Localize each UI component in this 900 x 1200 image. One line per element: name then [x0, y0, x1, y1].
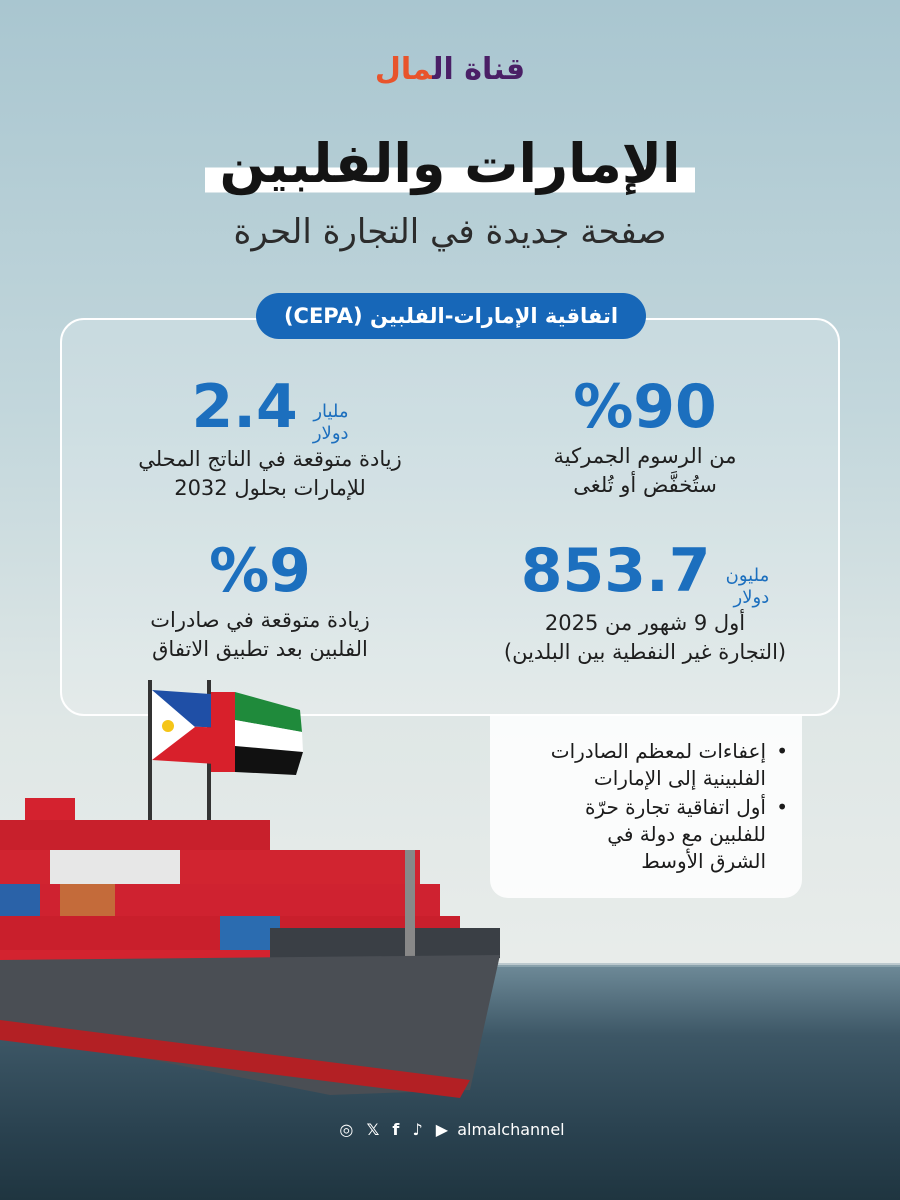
- uae-flag-icon: [211, 692, 303, 775]
- stat-value: 853.7: [520, 536, 711, 606]
- stat-trade: [470, 536, 820, 667]
- stat-desc-line2: (التجارة غير النفطية بين البلدين): [503, 639, 787, 664]
- highlight-line: الفلبينية إلى الإمارات: [593, 766, 766, 790]
- highlight-line: أول اتفاقية تجارة حرّة: [584, 795, 766, 819]
- stat-desc-line1: زيادة متوقعة في صادرات: [150, 608, 370, 632]
- highlight-line: إعفاءات لمعظم الصادرات: [550, 739, 766, 763]
- containers: [0, 798, 500, 978]
- stat-unit: [313, 401, 349, 445]
- stat-unit-line2: دولار: [312, 422, 349, 444]
- stat-unit-line1: مليون: [725, 564, 770, 586]
- stat-desc-line2: للإمارات بحلول 2032: [174, 475, 366, 500]
- agreement-label: اتفاقية الإمارات-الفلبين (CEPA): [256, 293, 646, 339]
- social-handle[interactable]: almalchannel: [457, 1120, 565, 1139]
- page-title: الإمارات والفلبين: [205, 130, 694, 198]
- youtube-icon[interactable]: ▶: [435, 1120, 449, 1139]
- stat-desc-line1: زيادة متوقعة في الناتج المحلي: [138, 446, 402, 471]
- instagram-icon[interactable]: ◎: [339, 1120, 354, 1139]
- stat-gdp: [85, 372, 455, 503]
- stat-unit-line2: دولار: [733, 586, 770, 608]
- title-wrap: [0, 130, 900, 198]
- container-ship-illustration: [0, 670, 520, 1110]
- logo-text-part1: قناة ال: [432, 52, 526, 87]
- stat-desc-line2: الفلبين بعد تطبيق الاتفاق: [152, 637, 368, 661]
- stat-value: 2.4: [191, 372, 298, 442]
- stat-desc-line2: ستُخفَّض أو تُلغى: [573, 473, 717, 497]
- highlights-list: [508, 738, 766, 875]
- highlight-line: الشرق الأوسط: [641, 849, 766, 873]
- tiktok-icon[interactable]: ♪: [412, 1120, 423, 1139]
- stat-value-row: [470, 536, 820, 609]
- stat-unit: [726, 565, 770, 609]
- stat-exports: [100, 536, 420, 664]
- highlight-line: للفلبين مع دولة في: [607, 822, 766, 846]
- highlight-item: [508, 738, 766, 792]
- stat-value: %90: [573, 372, 717, 442]
- facebook-icon[interactable]: f: [392, 1120, 400, 1139]
- ship-hull: [0, 955, 500, 1098]
- stat-desc-line1: أول 9 شهور من 2025: [544, 610, 746, 635]
- stat-value: %9: [209, 536, 311, 606]
- stat-tariffs: [495, 372, 795, 500]
- social-footer: [0, 1120, 900, 1139]
- highlights-box: [490, 716, 802, 898]
- stat-unit-line1: مليار: [313, 400, 349, 422]
- stat-value-row: [85, 372, 455, 445]
- page-subtitle: صفحة جديدة في التجارة الحرة: [233, 212, 667, 252]
- stat-desc-line1: من الرسوم الجمركية: [553, 444, 737, 468]
- flag-pole-left: [148, 680, 152, 830]
- x-icon[interactable]: 𝕏: [366, 1120, 380, 1139]
- highlight-item: [508, 794, 766, 875]
- logo-text-part2: مال: [374, 52, 433, 87]
- channel-logo: [0, 52, 900, 87]
